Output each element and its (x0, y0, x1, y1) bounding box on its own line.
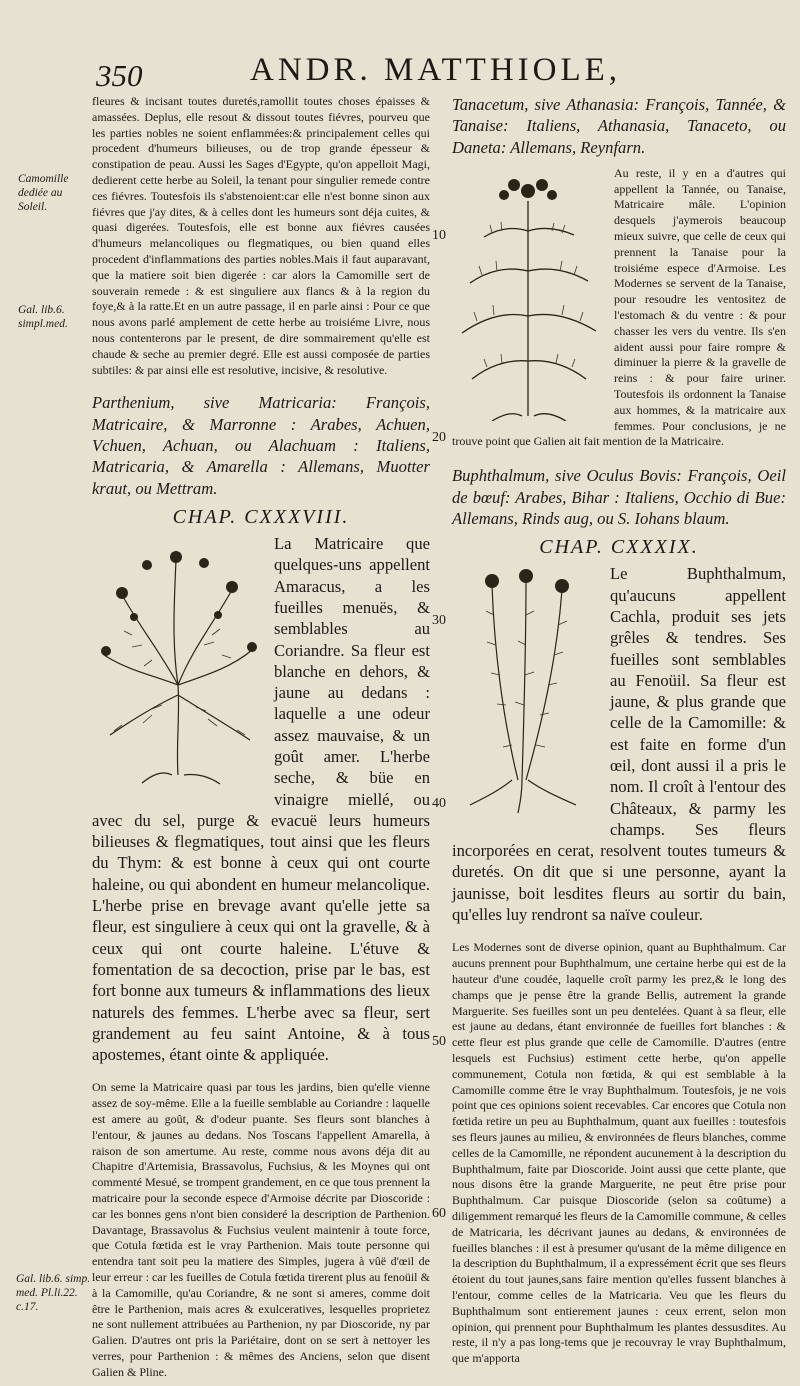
chapter-text-buphthalmum: Le Buphthalmum, qu'aucuns appellent Cachla, produit ses jets grêles & tendres. Ses fueilles sont semblables au Fenoüil. Sa fleur est jaune, & plus grande que celle de la Camomille: & est faite en forme d'un œil, dont aussi il a pris le nom. Il croît à l'entour des Châteaux, & parmy les champs. Ses fleurs incorporées en cerat, resolvent toutes tumeurs & duretés. On dit que si une personne, ayant la jaunisse, boit lesdites fleurs au sortir du bain, qu'elles luy rendront sa naïve couleur. (452, 564, 786, 925)
commentary-tanacetum: Au reste, il y en a d'autres qui appellent la Tannée, ou Tanaise, Matricaire mâle. L'opinion desquels j'aymerois beaucoup mieux suivre, que celle de ceux qui prennent la Tanaise pour la troisiéme espece d'Armoise. Les Modernes se servent de la Tanaise, pour resoudre les ventositez de l'estomach & du ventre : & pour chasser les vers du ventre. Ils s'en aident aussi pour faire rompre & diminuer la pierre & la gravelle de reins : & pour faire uriner. Toutesfois ils ordonnent la Tanaise aux hommes, & la matricaire aux femmes. Pour conclusions, je ne trouve point que Galien ait fait mention de la Matricaire. (452, 165, 786, 449)
margin-note-camomille: Camomille dediée au Soleil. (18, 173, 69, 213)
matricaria-illustration (92, 535, 264, 789)
commentary-matricaire: On seme la Matricaire quasi par tous les jardins, bien qu'elle vienne assez de soy-même. Elle a la fueille semblable au Coriandre : laquelle est amere au goût, & d'odeur puante. Ses fleurs sont blanches à l'entour, & jaunes au dedans. Nos Toscans l'appellent Amarella, à raison de son amertume. Au reste, comme nous avons déja dit au Chapitre d'Artemisia, Brassavolus, Fuchsius, & les Moynes qui ont commenté Mesué, se trompent grandement, en ce que tous prennent la matricaire pour la seconde espece d'Armoise décrite par Dioscoride : car les bonnes gens n'ont bien consideré la description de Parthenion. Davantage, Brassavolus & Fuchsius veulent maintenir à toute force, que Cotula fœtida est le vray Parthenion. Mais toute personne qui entendra tant soit peu la matiere des Simples, jugera à vûë d'œil de leur erreur : car les fueilles de Cotula fœtida tirerent plus au fenoüil & à la Camomille, qu'au Coriandre, & ne sont si ameres, comme doit être le Parthenion, mais acres & exulceratives, lesquelles proprietez ne sont nullement attribuées au Parthenion, ny par Dioscoride, ny par Galien. D'autres ont pris la Pariétaire, dont on se sert à nettoyer les verres, pour Parthenion : & mêmes des Anciens, selon que disent Galien & Pline. (92, 1080, 430, 1379)
chapter-heading-cxxxviii: CHAP. CXXXVIII. (172, 505, 350, 528)
margin-note-galien-2: Gal. lib.6. simp. med. Pl.li.22. c.17. (16, 1273, 91, 1313)
running-head: ANDR. MATTHIOLE, (250, 52, 622, 88)
page-number: 350 (96, 58, 143, 93)
tanacetum-illustration (452, 171, 604, 425)
buphthalmum-illustration (452, 565, 600, 819)
left-column (92, 94, 430, 1386)
line-number: 30 (432, 613, 446, 628)
line-number: 60 (432, 1206, 446, 1221)
commentary-buphthalmum: Les Modernes sont de diverse opinion, quant au Buphthalmum. Car aucuns prennent pour Buphthalmum, une certaine herbe qui est de la hauteur d'une coudée, laquelle croît parmy les prez,& le long des champs que je pense être la grande Bellis, autrement la grande Marguerite. Ses fueilles sont un peu dentelées. Quant à sa fleur, elle est jaune au dedans, étant environnée de fueilles fort blanches : & cette fleur est plus grande que celle de Camomille. D'autres (entre lesquels est Fuchsius) estiment cette herbe, qu'on appelle communement, Cotula non fœtida, & qui est semblable à la Camomille comme être le vray Buphthalmum. Toutesfois, je ne vois point que ces opinions soient recevables. Car encores que Cotula non fœtida retire un peu au Buphthalmum, quant aux fueilles : toutesfois ses fleurs jaunes au milieu, & environnées de fleurs blanches, comme celles de la Camomille, ne répondent aucunement à la description du Buphthalmum, faite par Dioscoride. Joint aussi que cette plante, que nous disons être la grande Marguerite, ne peut être prise pour Buphthalmum. Car puisque Dioscoride (selon sa coûtume) a diligemment remarqué les fleurs de la Camomille commune, & celles de Matricaria, les décrivant jaunes au dedans, & environnées de fueilles blanches : il est à presumer qu'usant de la même diligence en la description du Buphthalmum, il a expressément écrit que ses fleurs étoient du tout jaunes,sans faire mention qu'elles fussent blanches à l'entour, comme celles de la Matricaria. Veu que les fleurs du Buphthalmum sont entierement jaunes : ceux errent, selon mon opinion, qui prennent pour Buphthalmum les plantes dessusdites. Au reste, il n'y a pas long-tems que je recouvray le vray Buphthalmum, que m'apporta (452, 940, 786, 1366)
right-column (452, 94, 786, 1372)
margin-note-galien-1: Gal. lib.6. simpl.med. (18, 304, 68, 330)
plant-names-matricaria: Parthenium, sive Matricaria: François, Matricaire, & Marronne : Arabes, Achuen, Vchuen, Achuan, ou Alachuam : Italiens, Matricaria, & Amarella : Allemans, Muotter kraut, ou Mettram. (92, 393, 430, 498)
paragraph: fleures & incisant toutes duretés,ramollit toutes choses épaisses & amassées. Deplus, elle resout & dissout toutes fiévres, pourveu que les parties nobles ne soient enflammées:& principalement celles qui procedent d'humeurs bilieuses, ou de trop grande épesseur & constipation de peau. Aussi les Sages d'Egypte, qu'on appelloit Magi, dedierent cette herbe au Soleil, la tenant pour singulier remede contre ces fiévres. Toutesfois ils s'abstenoient:car elle n'est bonne sinon aux fiévres que j'ay dites, & à celles dont les humeurs sont déja cuites, & quasi digerées. Toutesfois, elle est bonne aux fiévres causées d'humeurs melancoliques ou flegmatiques, ou bien quand elles procedent d'inflammations des parties nobles.Mais il faut auparavant, que la matiere soit bien digerée : car alors la Camomille sert de souverain remede : & est singuliere aux flancs & à la region du foye,& à la ratte.Et en un autre passage, il en parle ainsi : Pour ce que nous avons parlé amplement de cette herbe au troisiéme Livre, nous nous contenterons par le present, de dire sommairement qu'elle est chaude & seche au premier degré. Elle est aussi composée de parties subtiles: & par ainsi elle est resolutive, incisive, & resolutive. (92, 94, 430, 377)
line-number: 40 (432, 796, 446, 811)
chapter-heading-cxxxix: CHAP. CXXXIX. (539, 536, 699, 559)
chapter-text-matricaire: La Matricaire que quelques-uns appellent Amaracus, a les fueilles menuës, & semblables au Coriandre. Sa fleur est blanche en dehors, & jaune au dedans : laquelle a une odeur assez mauvaise, & un goût amer. L'herbe seche, & büe en vinaigre miellé, ou avec du sel, purge & evacuë leurs humeurs bilieuses & flegmatiques, tout ainsi que les fleurs du Thym: & est bonne à ceux qui ont courte haleine, ou qui abondent en humeur melancolique. L'herbe prise en brevage avant qu'elle jette sa fleur, est singuliere à ceux qui ont la gravelle, & à ceux qui ont courte haleine. L'étuve & fomentation de sa decoction, prise par le bas, est fort bonne aux tumeurs & inflammations des lieux naturels des femmes. L'herbe avec sa fleur, sert grandement au feu saint Antoine, & à tous apostemes, étant ointe & appliquée. (92, 534, 430, 1065)
plant-names-tanacetum: Tanacetum, sive Athanasia: François, Tannée, & Tanaise: Italiens, Athanasia, Tanaceto, ou Daneta: Allemans, Reynfarn. (452, 95, 786, 157)
plant-names-buphthalmum: Buphthalmum, sive Oculus Bovis: François, Oeil de bœuf: Arabes, Bihar : Italiens, Occhio di Bue: Allemans, Rinds aug, ou S. Iohans blaum. (452, 466, 786, 528)
line-number: 20 (432, 430, 446, 445)
line-number: 10 (432, 228, 446, 243)
page-header (0, 52, 800, 98)
line-number: 50 (432, 1034, 446, 1049)
